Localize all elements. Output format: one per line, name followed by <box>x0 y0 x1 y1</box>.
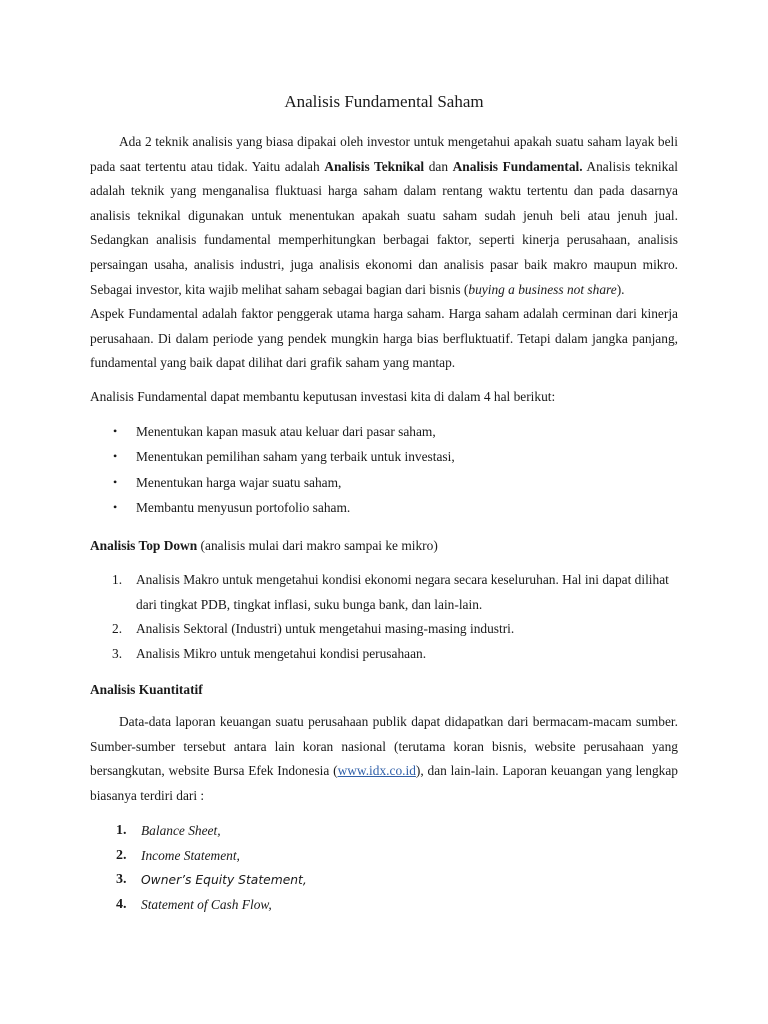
kuantitatif-paragraph: Data-data laporan keuangan suatu perusahaan publik dapat didapatkan dari bermacam-macam sumber. Sumber-sumber tersebut antara lain koran nasional (terutama koran bisnis, website perusahaan yang bersangkutan, website Bursa Efek Indonesia (www.idx.co.id), dan lain-lain. Laporan keuangan yang lengkap biasanya terdiri dari : <box>90 714 679 803</box>
idx-link[interactable]: www.idx.co.id <box>337 763 416 779</box>
list-item: • Menentukan harga wajar suatu saham, <box>90 470 678 495</box>
intro-bold-teknikal: Analisis Teknikal <box>324 158 425 174</box>
financial-statements-list <box>90 819 678 917</box>
topdown-list <box>90 568 678 666</box>
list-item: • Membantu menyusun portofolio saham. <box>90 495 678 520</box>
list-item: • Menentukan kapan masuk atau keluar dari pasar saham, <box>90 419 678 444</box>
list-item: • Menentukan pemilihan saham yang terbaik untuk investasi, <box>90 444 678 469</box>
intro-text-1: Ada 2 teknik analisis yang biasa dipakai oleh investor untuk mengetahui apakah suatu saham layak beli pada saat tertentu atau tidak. Yaitu adalah <box>90 134 678 174</box>
bullet-icon: • <box>113 474 118 489</box>
benefits-intro: Analisis Fundamental dapat membantu keputusan investasi kita di dalam 4 hal berikut: <box>90 389 556 404</box>
aspect-paragraph: Aspek Fundamental adalah faktor penggerak utama harga saham. Harga saham adalah cerminan dari kinerja perusahaan. Di dalam periode yang pendek mungkin harga bias berfluktuatif. Tetapi dalam jangka panjang, fundamental yang baik dapat dilihat dari grafik saham yang mantap. <box>90 306 678 371</box>
list-item: 4. Statement of Cash Flow, <box>116 896 272 912</box>
intro-paragraph <box>90 130 678 302</box>
list-item: 2. Income Statement, <box>116 847 240 863</box>
intro-text-4: ). <box>616 281 625 297</box>
topdown-heading: Analisis Top Down (analisis mulai dari makro sampai ke mikro) <box>90 538 438 553</box>
list-item: 1. Analisis Makro untuk mengetahui kondisi ekonomi negara secara keseluruhan. Hal ini dapat dilihat dari tingkat PDB, tingkat inflasi, suku bunga bank, dan lain-lain. <box>112 572 669 612</box>
bullet-icon: • <box>113 449 118 464</box>
benefits-list <box>90 419 678 520</box>
list-item: 3. Owner’s Equity Statement, <box>116 872 307 888</box>
kuantitatif-heading: Analisis Kuantitatif <box>90 682 203 697</box>
list-item: 1. Balance Sheet, <box>116 823 221 838</box>
intro-bold-fundamental: Analisis Fundamental. <box>452 158 583 174</box>
intro-italic-phrase: buying a business not share <box>468 281 617 297</box>
intro-text-3: Analisis teknikal adalah teknik yang menganalisa fluktuasi harga saham dalam rentang waktu tertentu dan pada dasarnya analisis teknikal digunakan untuk menentukan apakah suatu saham sudah jenuh beli atau jenuh jual. Sedangkan analisis fundamental memperhitungkan berbagai faktor, seperti kinerja perusahaan, analisis persaingan usaha, analisis industri, juga analisis ekonomi dan analisis pasar baik makro maupun mikro. Sebagai investor, kita wajib melihat saham sebagai bagian dari bisnis ( <box>90 158 679 297</box>
list-item: 2. Analisis Sektoral (Industri) untuk mengetahui masing-masing industri. <box>112 621 515 637</box>
list-item: 3. Analisis Mikro untuk mengetahui kondisi perusahaan. <box>112 645 427 661</box>
document-title: Analisis Fundamental Saham <box>284 92 484 111</box>
bullet-icon: • <box>113 424 118 438</box>
bullet-icon: • <box>113 499 118 514</box>
intro-text-2: dan <box>424 158 453 174</box>
